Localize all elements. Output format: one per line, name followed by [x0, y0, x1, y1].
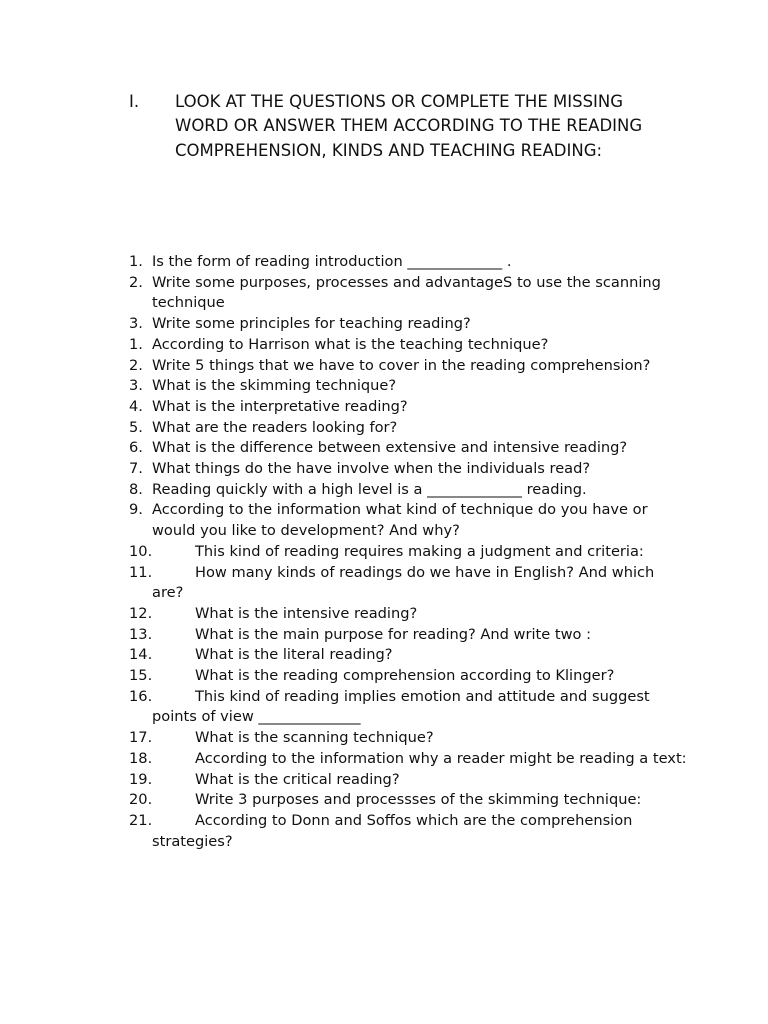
- question-number: 7.: [129, 460, 143, 478]
- question-number: 9.: [129, 501, 143, 519]
- question-number: 17.: [129, 729, 153, 747]
- question-number: 10.: [129, 542, 153, 560]
- question-item: [129, 604, 689, 625]
- question-item: [129, 500, 689, 541]
- question-list: [129, 252, 689, 852]
- question-number: 15.: [129, 667, 153, 685]
- question-item: [129, 418, 689, 439]
- question-text: What is the critical reading?: [195, 770, 400, 788]
- section-heading: [129, 90, 669, 163]
- question-item: [129, 790, 689, 811]
- question-number: 5.: [129, 418, 143, 436]
- question-text: According to Donn and Soffos which are the comprehension strategies?: [152, 811, 633, 850]
- question-number: 13.: [129, 625, 153, 643]
- question-text: What is the difference between extensive and intensive reading?: [152, 439, 628, 457]
- question-text: What is the intensive reading?: [195, 604, 418, 622]
- question-item: [129, 438, 689, 459]
- question-text: Write 5 things that we have to cover in the reading comprehension?: [152, 356, 651, 374]
- question-item: [129, 376, 689, 397]
- question-item: [129, 335, 689, 356]
- question-item: [129, 749, 689, 770]
- question-text: According to the information why a reader might be reading a text:: [195, 749, 687, 767]
- question-number: 6.: [129, 439, 143, 457]
- question-item: [129, 811, 689, 852]
- question-number: 12.: [129, 604, 153, 622]
- question-item: [129, 728, 689, 749]
- question-item: [129, 666, 689, 687]
- question-number: 3.: [129, 377, 143, 395]
- question-number: 18.: [129, 749, 153, 767]
- question-number: 4.: [129, 397, 143, 415]
- question-item: [129, 459, 689, 480]
- question-number: 16.: [129, 687, 153, 705]
- question-text: How many kinds of readings do we have in English? And which are?: [152, 563, 655, 602]
- question-number: 3.: [129, 315, 143, 333]
- section-instructions: LOOK AT THE QUESTIONS OR COMPLETE THE MISSING WORD OR ANSWER THEM ACCORDING TO THE READING COMPREHENSION, KINDS AND TEACHING READING:: [175, 92, 643, 160]
- question-item: [129, 625, 689, 646]
- question-text: Is the form of reading introduction _____________ .: [152, 253, 512, 270]
- question-number: 8.: [129, 480, 143, 498]
- question-item: [129, 563, 689, 604]
- question-item: [129, 397, 689, 418]
- section-number: I.: [129, 92, 140, 111]
- question-text: What is the reading comprehension according to Klinger?: [195, 667, 615, 685]
- question-item: [129, 687, 689, 728]
- question-text: Write some purposes, processes and advantageS to use the scanning technique: [152, 273, 661, 312]
- question-item: [129, 356, 689, 377]
- question-item: [129, 542, 689, 563]
- question-number: 20.: [129, 791, 153, 809]
- question-item: [129, 314, 689, 335]
- question-number: 14.: [129, 646, 153, 664]
- question-item: [129, 770, 689, 791]
- question-item: [129, 252, 689, 273]
- question-item: [129, 645, 689, 666]
- question-text: This kind of reading requires making a judgment and criteria:: [195, 542, 644, 560]
- question-text: What is the main purpose for reading? And write two :: [195, 625, 592, 643]
- question-text: What is the interpretative reading?: [152, 397, 408, 415]
- question-text: According to the information what kind of technique do you have or would you like to development? And why?: [152, 501, 648, 540]
- question-text: This kind of reading implies emotion and attitude and suggest points of view ______________: [152, 687, 650, 726]
- question-text: According to Harrison what is the teaching technique?: [152, 335, 549, 353]
- question-text: Write some principles for teaching reading?: [152, 315, 471, 333]
- question-text: What things do the have involve when the individuals read?: [152, 460, 591, 478]
- question-item: [129, 480, 689, 501]
- question-number: 1.: [129, 335, 143, 353]
- question-item: [129, 273, 689, 314]
- question-text: What is the literal reading?: [195, 646, 393, 664]
- question-number: 19.: [129, 770, 153, 788]
- question-number: 21.: [129, 811, 153, 829]
- question-text: Reading quickly with a high level is a _____________ reading.: [152, 480, 587, 498]
- question-text: What is the skimming technique?: [152, 377, 397, 395]
- question-number: 11.: [129, 563, 153, 581]
- question-number: 1.: [129, 253, 143, 270]
- question-text: Write 3 purposes and processses of the skimming technique:: [195, 791, 642, 809]
- question-number: 2.: [129, 273, 143, 291]
- question-text: What is the scanning technique?: [195, 729, 434, 747]
- question-text: What are the readers looking for?: [152, 418, 398, 436]
- question-number: 2.: [129, 356, 143, 374]
